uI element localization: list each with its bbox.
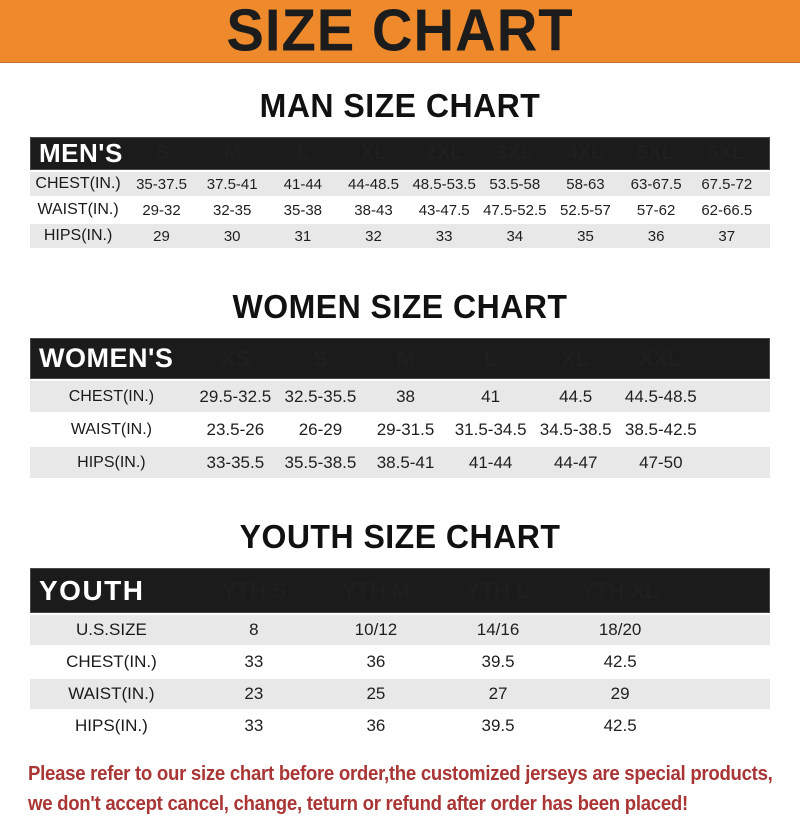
table-cell: 41 xyxy=(481,386,501,406)
table-cell: 23 xyxy=(244,684,264,703)
table-cell: 29 xyxy=(153,227,170,245)
row-label: HIPS(IN.) xyxy=(77,453,146,471)
table-cell: 32.5-35.5 xyxy=(284,386,357,406)
table-cell: 47.5-52.5 xyxy=(483,201,547,219)
column-header: XS xyxy=(221,345,251,371)
table-cell: 38.5-41 xyxy=(376,452,435,472)
table-cell: 53.5-58 xyxy=(489,175,541,193)
table-cell: 39.5 xyxy=(481,652,515,671)
table-cell: 31 xyxy=(294,227,312,245)
table-header-row xyxy=(30,338,770,379)
table-cell: 37.5-41 xyxy=(206,175,258,193)
row-label: WAIST(IN.) xyxy=(68,684,155,703)
table-cell: 29.5-32.5 xyxy=(199,386,272,406)
table-cell: 48.5-53.5 xyxy=(412,175,476,193)
row-label: HIPS(IN.) xyxy=(43,227,113,244)
table-row xyxy=(30,711,770,741)
row-label: WAIST(IN.) xyxy=(70,420,152,438)
table-cell: 38.5-42.5 xyxy=(624,419,697,439)
row-label: WAIST(IN.) xyxy=(37,201,119,218)
row-label: CHEST(IN.) xyxy=(66,652,157,671)
table-row xyxy=(30,224,770,248)
table-cell: 38-43 xyxy=(354,201,393,219)
column-header: M xyxy=(396,345,415,371)
table-cell: 43-47.5 xyxy=(418,201,470,219)
column-header: YTH M xyxy=(341,577,411,603)
table-cell: 23.5-26 xyxy=(206,419,265,439)
banner-title: SIZE CHART xyxy=(226,0,574,64)
table-cell: 42.5 xyxy=(603,716,637,735)
table-cell: 44.5 xyxy=(559,386,593,406)
table-cell: 67.5-72 xyxy=(701,175,753,193)
table-header-label: MEN'S xyxy=(39,138,123,168)
table-row xyxy=(30,615,770,645)
column-header: M xyxy=(224,142,241,164)
column-header: 3XL xyxy=(496,142,533,164)
column-header: S xyxy=(313,345,328,371)
table-cell: 29-31.5 xyxy=(376,419,435,439)
table-cell: 14/16 xyxy=(476,620,520,639)
table-cell: 34.5-38.5 xyxy=(539,419,612,439)
table-cell: 44.5-48.5 xyxy=(624,386,697,406)
table-cell: 35.5-38.5 xyxy=(284,452,357,472)
table-row xyxy=(30,647,770,677)
column-header: S xyxy=(155,142,169,164)
table-cell: 10/12 xyxy=(354,620,398,639)
row-label: CHEST(IN.) xyxy=(35,175,121,192)
table-header-row xyxy=(30,568,770,613)
column-header: XXL xyxy=(638,345,682,371)
table-cell: 35 xyxy=(577,227,594,245)
column-header: L xyxy=(297,142,310,164)
column-header: 4XL xyxy=(566,142,604,164)
column-header: YTH L xyxy=(465,577,530,603)
table-row xyxy=(30,447,770,478)
table-cell: 33-35.5 xyxy=(206,452,265,472)
table-cell: 52.5-57 xyxy=(560,201,611,219)
table-cell: 34 xyxy=(506,227,524,245)
column-header: YTH S xyxy=(221,577,287,603)
table-cell: 18/20 xyxy=(598,620,642,639)
disclaimer-line-2: we don't accept cancel, change, teturn or refund after order has been placed! xyxy=(28,793,688,815)
women-size-table xyxy=(30,338,770,478)
table-cell: 33 xyxy=(244,716,264,735)
table-cell: 44-48.5 xyxy=(348,175,399,193)
table-cell: 36 xyxy=(366,652,386,671)
man-section-title: MAN SIZE CHART xyxy=(259,87,541,124)
table-cell: 8 xyxy=(249,620,259,639)
table-cell: 26-29 xyxy=(298,419,343,439)
table-cell: 57-62 xyxy=(636,201,676,219)
table-cell: 29 xyxy=(610,684,630,703)
table-cell: 33 xyxy=(435,227,453,245)
table-cell: 25 xyxy=(366,684,386,703)
table-cell: 27 xyxy=(488,684,508,703)
row-label: CHEST(IN.) xyxy=(68,387,155,405)
youth-size-section xyxy=(0,518,800,741)
table-cell: 58-63 xyxy=(566,175,605,193)
column-header: L xyxy=(483,345,498,371)
table-cell: 37 xyxy=(718,227,736,245)
disclaimer xyxy=(28,759,800,819)
youth-size-table xyxy=(30,568,770,741)
table-cell: 29-32 xyxy=(142,201,181,219)
man-size-section xyxy=(0,87,800,248)
youth-section-title: YOUTH SIZE CHART xyxy=(239,518,561,555)
women-size-section xyxy=(0,288,800,478)
table-cell: 35-37.5 xyxy=(136,175,187,193)
banner xyxy=(0,0,800,63)
table-cell: 39.5 xyxy=(481,716,515,735)
column-header: XL xyxy=(561,345,590,371)
table-cell: 30 xyxy=(223,227,241,245)
table-header-label: WOMEN'S xyxy=(39,343,174,373)
disclaimer-line-1: Please refer to our size chart before order,the customized jerseys are special products, xyxy=(28,763,773,785)
table-row xyxy=(30,381,770,412)
man-size-table xyxy=(30,137,770,248)
table-cell: 44-47 xyxy=(553,452,598,472)
table-header-row xyxy=(30,137,770,170)
table-cell: 42.5 xyxy=(603,652,637,671)
column-header: 5XL xyxy=(637,142,674,164)
table-header-label: YOUTH xyxy=(39,574,145,606)
table-cell: 47-50 xyxy=(639,452,683,472)
table-cell: 41-44 xyxy=(468,452,513,472)
row-label: HIPS(IN.) xyxy=(75,716,148,735)
table-cell: 36 xyxy=(366,716,386,735)
table-row xyxy=(30,679,770,709)
table-cell: 38 xyxy=(396,386,415,406)
table-cell: 35-38 xyxy=(283,201,323,219)
table-row xyxy=(30,198,770,222)
table-cell: 41-44 xyxy=(283,175,323,193)
table-cell: 33 xyxy=(244,652,264,671)
table-cell: 31.5-34.5 xyxy=(454,419,527,439)
women-section-title: WOMEN SIZE CHART xyxy=(232,288,568,325)
column-header: XL xyxy=(360,142,387,164)
table-row xyxy=(30,414,770,445)
row-label: U.S.SIZE xyxy=(75,620,147,639)
table-row xyxy=(30,172,770,196)
table-cell: 63-67.5 xyxy=(630,175,682,193)
table-cell: 36 xyxy=(647,227,665,245)
column-header: 6XL xyxy=(707,142,745,164)
table-cell: 62-66.5 xyxy=(701,201,753,219)
table-cell: 32 xyxy=(365,227,382,245)
table-cell: 32-35 xyxy=(212,201,252,219)
column-header: 2XL xyxy=(425,142,463,164)
column-header: YTH XL xyxy=(580,577,659,603)
